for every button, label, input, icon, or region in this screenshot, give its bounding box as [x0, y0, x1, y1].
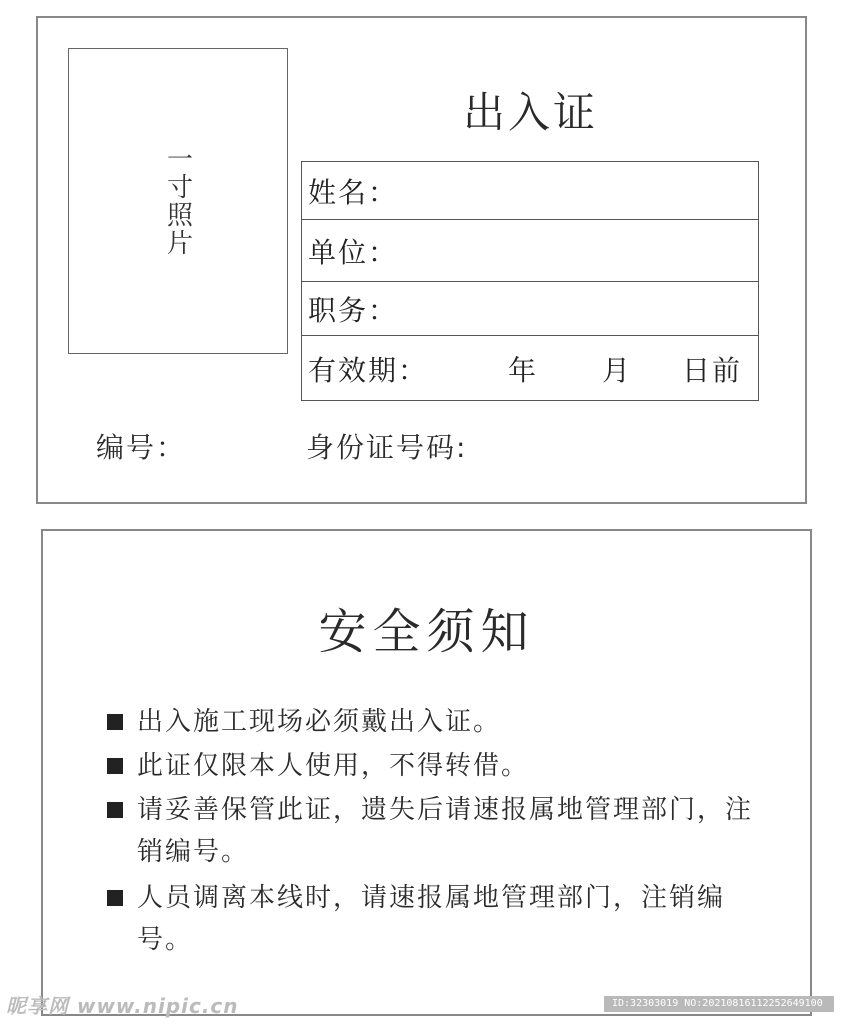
safety-rule-text: 此证仅限本人使用，不得转借。	[137, 751, 530, 781]
safety-rule-1	[107, 701, 767, 743]
name-label: 姓名：	[308, 175, 399, 209]
square-bullet-icon	[107, 890, 123, 906]
safety-rule-text: 出入施工现场必须戴出入证。	[137, 707, 502, 737]
safety-rule-text: 人员调离本线时，请速报属地管理部门，注销编号。	[137, 883, 726, 955]
validity-row	[302, 335, 758, 401]
safety-rule-4	[107, 877, 767, 961]
safety-rules-list	[107, 701, 767, 961]
pass-card-front	[36, 16, 807, 504]
day-before-label: 日前	[682, 353, 743, 387]
validity-label: 有效期：	[308, 353, 429, 387]
unit-row	[302, 219, 758, 282]
id-number-label: 身份证号码:	[306, 431, 468, 464]
position-row	[302, 281, 758, 336]
pass-title: 出入证	[463, 88, 599, 137]
photo-label: 一寸照片	[162, 145, 193, 257]
serial-number-label: 编号：	[96, 431, 187, 464]
safety-rule-2	[107, 745, 767, 787]
pass-card-back	[41, 529, 812, 1016]
square-bullet-icon	[107, 802, 123, 818]
name-row	[302, 162, 758, 219]
year-label: 年	[508, 353, 539, 387]
position-label: 职务：	[308, 294, 399, 327]
month-label: 月	[602, 353, 633, 387]
site-watermark: 昵享网 www.nipic.cn	[6, 994, 239, 1018]
unit-label: 单位：	[308, 236, 399, 269]
safety-rule-3	[107, 789, 767, 873]
photo-placeholder	[68, 48, 288, 354]
id-watermark: ID:32303019 NO:20210816112252649100	[604, 996, 834, 1012]
safety-title: 安全须知	[318, 604, 535, 660]
square-bullet-icon	[107, 758, 123, 774]
square-bullet-icon	[107, 714, 123, 730]
info-table	[301, 161, 759, 401]
safety-rule-text: 请妥善保管此证，遗失后请速报属地管理部门，注销编号。	[137, 795, 754, 867]
